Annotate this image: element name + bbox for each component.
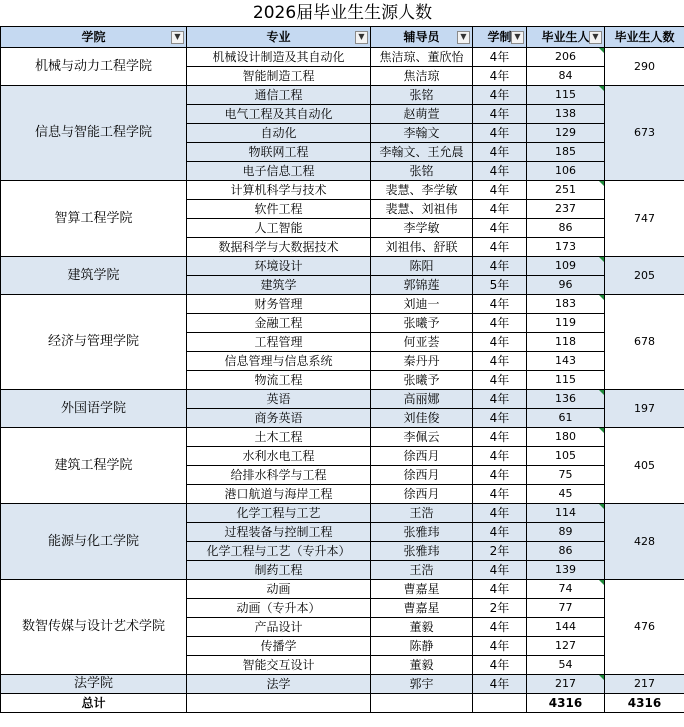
header-college[interactable] — [1, 27, 187, 48]
counselor-cell[interactable]: 李佩云 — [371, 428, 473, 447]
counselor-cell[interactable]: 李翰文、王允晨 — [371, 143, 473, 162]
counselor-cell[interactable]: 曹嘉星 — [371, 580, 473, 599]
counselor-cell[interactable]: 高丽娜 — [371, 390, 473, 409]
cell-marker-icon — [599, 428, 604, 433]
graduates-cell[interactable]: 96 — [527, 276, 605, 295]
counselor-cell[interactable]: 何亚荟 — [371, 333, 473, 352]
counselor-cell[interactable]: 裴慧、李学敏 — [371, 181, 473, 200]
graduates-cell[interactable]: 217 — [527, 675, 605, 694]
college-cell[interactable]: 经济与管理学院 — [1, 295, 187, 390]
years-cell[interactable]: 4年 — [473, 86, 527, 105]
graduates-cell[interactable]: 139 — [527, 561, 605, 580]
major-cell[interactable]: 自动化 — [187, 124, 371, 143]
major-cell[interactable]: 财务管理 — [187, 295, 371, 314]
years-cell[interactable]: 4年 — [473, 523, 527, 542]
graduates-cell[interactable]: 45 — [527, 485, 605, 504]
header-graduates[interactable] — [527, 27, 605, 48]
table-row — [1, 504, 684, 523]
table-row — [1, 295, 684, 314]
graduates-cell[interactable]: 114 — [527, 504, 605, 523]
cell-marker-icon — [599, 86, 604, 91]
years-cell[interactable]: 2年 — [473, 599, 527, 618]
cell-marker-icon — [599, 181, 604, 186]
graduates-cell[interactable]: 109 — [527, 257, 605, 276]
cell-marker-icon — [599, 675, 604, 680]
college-cell[interactable]: 外国语学院 — [1, 390, 187, 428]
major-cell[interactable]: 过程装备与控制工程 — [187, 523, 371, 542]
major-cell[interactable]: 给排水科学与工程 — [187, 466, 371, 485]
years-cell[interactable]: 2年 — [473, 542, 527, 561]
college-cell[interactable]: 建筑学院 — [1, 257, 187, 295]
years-cell[interactable]: 4年 — [473, 333, 527, 352]
counselor-cell[interactable]: 刘迪一 — [371, 295, 473, 314]
counselor-cell[interactable]: 陈阳 — [371, 257, 473, 276]
table-row — [1, 48, 684, 67]
major-cell[interactable]: 动画 — [187, 580, 371, 599]
graduates-cell[interactable]: 237 — [527, 200, 605, 219]
grand-total-college-total[interactable]: 4316 — [605, 694, 684, 713]
counselor-cell[interactable]: 秦丹丹 — [371, 352, 473, 371]
grand-total-label[interactable]: 总计 — [1, 694, 187, 713]
counselor-cell[interactable]: 李学敏 — [371, 219, 473, 238]
major-cell[interactable]: 水利水电工程 — [187, 447, 371, 466]
years-cell[interactable]: 5年 — [473, 276, 527, 295]
graduates-cell[interactable]: 119 — [527, 314, 605, 333]
major-cell[interactable]: 物流工程 — [187, 371, 371, 390]
major-cell[interactable]: 制药工程 — [187, 561, 371, 580]
graduates-cell[interactable]: 183 — [527, 295, 605, 314]
graduates-cell[interactable]: 251 — [527, 181, 605, 200]
graduates-cell[interactable]: 185 — [527, 143, 605, 162]
years-cell[interactable]: 4年 — [473, 143, 527, 162]
major-cell[interactable]: 通信工程 — [187, 86, 371, 105]
college-cell[interactable]: 智算工程学院 — [1, 181, 187, 257]
major-cell[interactable]: 环境设计 — [187, 257, 371, 276]
counselor-cell[interactable]: 郭锦莲 — [371, 276, 473, 295]
graduates-cell[interactable]: 75 — [527, 466, 605, 485]
years-cell[interactable]: 4年 — [473, 390, 527, 409]
college-total-cell[interactable]: 747 — [605, 181, 684, 257]
table-row — [1, 257, 684, 276]
graduates-cell[interactable]: 86 — [527, 219, 605, 238]
major-cell[interactable]: 法学 — [187, 675, 371, 694]
years-cell[interactable]: 4年 — [473, 409, 527, 428]
major-cell[interactable]: 金融工程 — [187, 314, 371, 333]
major-cell[interactable]: 人工智能 — [187, 219, 371, 238]
years-cell[interactable]: 4年 — [473, 637, 527, 656]
graduates-cell[interactable]: 77 — [527, 599, 605, 618]
counselor-cell[interactable]: 曹嘉星 — [371, 599, 473, 618]
counselor-cell[interactable]: 焦洁琼、董欣怡 — [371, 48, 473, 67]
graduates-cell[interactable]: 138 — [527, 105, 605, 124]
graduates-cell[interactable]: 180 — [527, 428, 605, 447]
filter-dropdown-icon[interactable]: ▼ — [355, 31, 368, 44]
cell-marker-icon — [599, 295, 604, 300]
major-cell[interactable]: 信息管理与信息系统 — [187, 352, 371, 371]
filter-dropdown-icon[interactable]: ▼ — [171, 31, 184, 44]
college-total-cell[interactable]: 290 — [605, 48, 684, 86]
counselor-cell[interactable]: 张铭 — [371, 162, 473, 181]
graduates-cell[interactable]: 89 — [527, 523, 605, 542]
years-cell[interactable]: 4年 — [473, 428, 527, 447]
years-cell[interactable]: 4年 — [473, 466, 527, 485]
college-total-cell[interactable]: 217 — [605, 675, 684, 694]
cell-marker-icon — [599, 48, 604, 53]
years-cell[interactable]: 4年 — [473, 181, 527, 200]
college-cell[interactable]: 能源与化工学院 — [1, 504, 187, 580]
years-cell[interactable]: 4年 — [473, 238, 527, 257]
graduates-cell[interactable]: 115 — [527, 371, 605, 390]
years-cell[interactable]: 4年 — [473, 371, 527, 390]
counselor-cell[interactable]: 张雅玮 — [371, 523, 473, 542]
header-college-total-label: 毕业生人数 — [614, 30, 675, 44]
major-cell[interactable]: 工程管理 — [187, 333, 371, 352]
years-cell[interactable]: 4年 — [473, 162, 527, 181]
years-cell[interactable]: 4年 — [473, 219, 527, 238]
major-cell[interactable]: 电气工程及其自动化 — [187, 105, 371, 124]
graduates-cell[interactable]: 118 — [527, 333, 605, 352]
counselor-cell[interactable]: 董毅 — [371, 656, 473, 675]
major-cell[interactable]: 化学工程与工艺 — [187, 504, 371, 523]
counselor-cell[interactable]: 焦洁琼 — [371, 67, 473, 86]
filter-dropdown-icon[interactable]: ▼ — [511, 31, 524, 44]
header-college-total[interactable] — [605, 27, 684, 48]
header-row — [1, 27, 684, 48]
major-cell[interactable]: 软件工程 — [187, 200, 371, 219]
years-cell[interactable]: 4年 — [473, 656, 527, 675]
graduates-cell[interactable]: 106 — [527, 162, 605, 181]
major-cell[interactable]: 物联网工程 — [187, 143, 371, 162]
years-cell[interactable]: 4年 — [473, 504, 527, 523]
college-total-cell[interactable]: 673 — [605, 86, 684, 181]
table-row — [1, 181, 684, 200]
counselor-cell[interactable]: 赵萌萱 — [371, 105, 473, 124]
grand-total-row — [1, 694, 684, 713]
years-cell[interactable]: 4年 — [473, 618, 527, 637]
header-major[interactable] — [187, 27, 371, 48]
counselor-cell[interactable]: 徐西月 — [371, 447, 473, 466]
college-total-cell[interactable]: 428 — [605, 504, 684, 580]
graduates-cell[interactable]: 61 — [527, 409, 605, 428]
major-cell[interactable]: 计算机科学与技术 — [187, 181, 371, 200]
college-total-cell[interactable]: 678 — [605, 295, 684, 390]
years-cell[interactable]: 4年 — [473, 580, 527, 599]
major-cell[interactable]: 土木工程 — [187, 428, 371, 447]
years-cell[interactable]: 4年 — [473, 485, 527, 504]
major-cell[interactable]: 电子信息工程 — [187, 162, 371, 181]
college-cell[interactable]: 机械与动力工程学院 — [1, 48, 187, 86]
filter-dropdown-icon[interactable]: ▼ — [589, 31, 602, 44]
counselor-cell[interactable]: 刘祖伟、舒联 — [371, 238, 473, 257]
table-row — [1, 580, 684, 599]
college-cell[interactable]: 数智传媒与设计艺术学院 — [1, 580, 187, 675]
graduates-cell[interactable]: 84 — [527, 67, 605, 86]
years-cell[interactable]: 4年 — [473, 352, 527, 371]
years-cell[interactable]: 4年 — [473, 675, 527, 694]
counselor-cell[interactable]: 董毅 — [371, 618, 473, 637]
years-cell[interactable]: 4年 — [473, 295, 527, 314]
table-row — [1, 428, 684, 447]
cell-marker-icon — [599, 390, 604, 395]
years-cell[interactable]: 4年 — [473, 200, 527, 219]
graduates-cell[interactable]: 86 — [527, 542, 605, 561]
major-cell[interactable]: 化学工程与工艺（专升本） — [187, 542, 371, 561]
major-cell[interactable]: 建筑学 — [187, 276, 371, 295]
filter-dropdown-icon[interactable]: ▼ — [457, 31, 470, 44]
graduates-cell[interactable]: 54 — [527, 656, 605, 675]
counselor-cell[interactable]: 王浩 — [371, 561, 473, 580]
table-row — [1, 390, 684, 409]
college-total-cell[interactable]: 205 — [605, 257, 684, 295]
graduates-cell[interactable]: 143 — [527, 352, 605, 371]
graduates-cell[interactable]: 136 — [527, 390, 605, 409]
college-total-cell[interactable]: 476 — [605, 580, 684, 675]
major-cell[interactable]: 动画（专升本） — [187, 599, 371, 618]
graduates-cell[interactable]: 127 — [527, 637, 605, 656]
major-cell[interactable]: 机械设计制造及其自动化 — [187, 48, 371, 67]
graduates-cell[interactable]: 105 — [527, 447, 605, 466]
major-cell[interactable]: 数据科学与大数据技术 — [187, 238, 371, 257]
cell-marker-icon — [599, 257, 604, 262]
header-years[interactable] — [473, 27, 527, 48]
header-college-label: 学院 — [81, 30, 106, 44]
grand-total-graduates[interactable]: 4316 — [527, 694, 605, 713]
counselor-cell[interactable]: 张雅玮 — [371, 542, 473, 561]
counselor-cell[interactable]: 徐西月 — [371, 466, 473, 485]
counselor-cell[interactable]: 张曦予 — [371, 371, 473, 390]
years-cell[interactable]: 4年 — [473, 314, 527, 333]
major-cell[interactable]: 商务英语 — [187, 409, 371, 428]
major-cell[interactable]: 传播学 — [187, 637, 371, 656]
counselor-cell[interactable]: 陈静 — [371, 637, 473, 656]
years-cell[interactable]: 4年 — [473, 67, 527, 86]
empty-cell[interactable] — [473, 694, 527, 713]
counselor-cell[interactable]: 郭宇 — [371, 675, 473, 694]
graduates-cell[interactable]: 206 — [527, 48, 605, 67]
major-cell[interactable]: 智能制造工程 — [187, 67, 371, 86]
counselor-cell[interactable]: 李翰文 — [371, 124, 473, 143]
header-years-label: 学制 — [487, 30, 512, 44]
counselor-cell[interactable]: 张铭 — [371, 86, 473, 105]
empty-cell[interactable] — [371, 694, 473, 713]
years-cell[interactable]: 4年 — [473, 105, 527, 124]
page-title[interactable]: 2026届毕业生生源人数 — [1, 0, 684, 27]
table-row — [1, 675, 684, 694]
major-cell[interactable]: 英语 — [187, 390, 371, 409]
graduates-cell[interactable]: 144 — [527, 618, 605, 637]
years-cell[interactable]: 4年 — [473, 447, 527, 466]
college-cell[interactable]: 信息与智能工程学院 — [1, 86, 187, 181]
cell-marker-icon — [599, 580, 604, 585]
header-major-label: 专业 — [266, 30, 291, 44]
graduates-cell[interactable]: 173 — [527, 238, 605, 257]
counselor-cell[interactable]: 徐西月 — [371, 485, 473, 504]
counselor-cell[interactable]: 张曦予 — [371, 314, 473, 333]
major-cell[interactable]: 智能交互设计 — [187, 656, 371, 675]
header-counselor-label: 辅导员 — [403, 30, 440, 44]
years-cell[interactable]: 4年 — [473, 48, 527, 67]
empty-cell[interactable] — [187, 694, 371, 713]
years-cell[interactable]: 4年 — [473, 257, 527, 276]
graduates-cell[interactable]: 115 — [527, 86, 605, 105]
table-row — [1, 86, 684, 105]
college-cell[interactable]: 建筑工程学院 — [1, 428, 187, 504]
college-total-cell[interactable]: 405 — [605, 428, 684, 504]
years-cell[interactable]: 4年 — [473, 124, 527, 143]
graduates-cell[interactable]: 74 — [527, 580, 605, 599]
major-cell[interactable]: 产品设计 — [187, 618, 371, 637]
college-total-cell[interactable]: 197 — [605, 390, 684, 428]
counselor-cell[interactable]: 王浩 — [371, 504, 473, 523]
header-graduates-label: 毕业生人 — [541, 30, 590, 44]
college-cell[interactable]: 法学院 — [1, 675, 187, 694]
title-row — [1, 0, 684, 27]
cell-marker-icon — [599, 504, 604, 509]
header-counselor[interactable] — [371, 27, 473, 48]
years-cell[interactable]: 4年 — [473, 561, 527, 580]
graduates-cell[interactable]: 129 — [527, 124, 605, 143]
counselor-cell[interactable]: 刘佳俊 — [371, 409, 473, 428]
major-cell[interactable]: 港口航道与海岸工程 — [187, 485, 371, 504]
counselor-cell[interactable]: 裴慧、刘祖伟 — [371, 200, 473, 219]
